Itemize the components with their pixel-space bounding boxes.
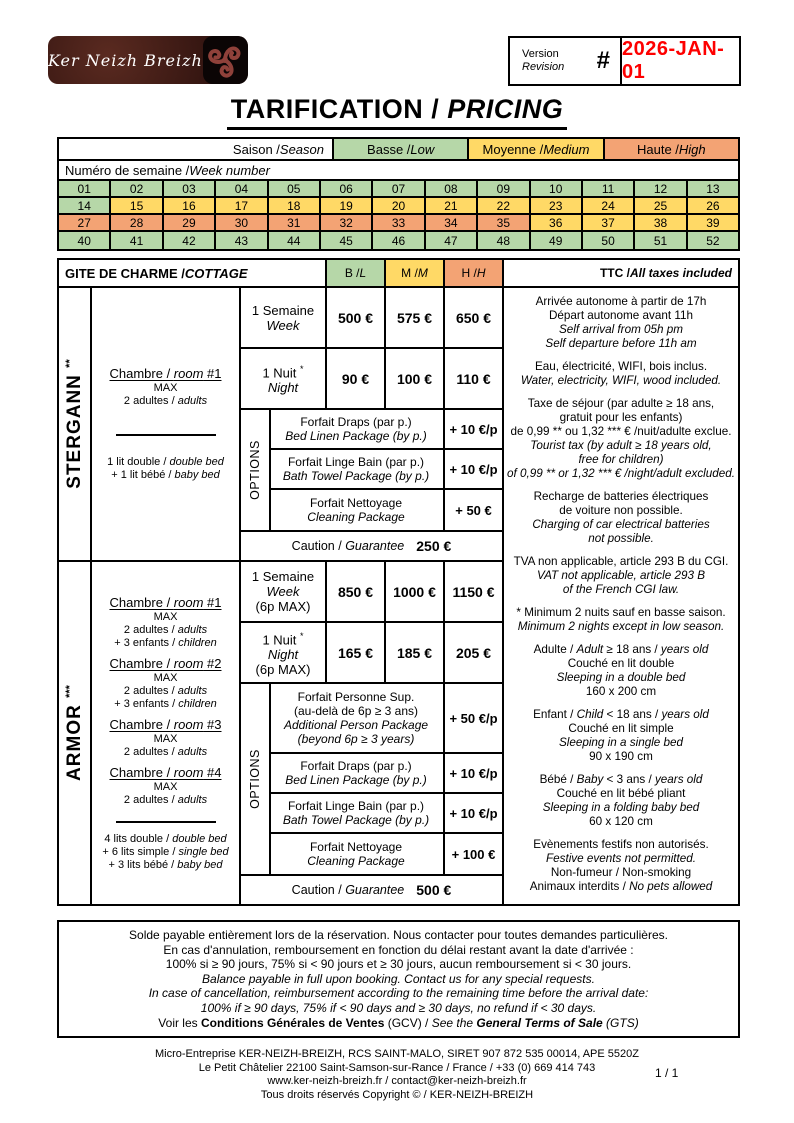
week-cell: 52 xyxy=(688,232,738,249)
armor-block xyxy=(59,562,502,904)
room-detail: + 3 lits bébé / baby bed xyxy=(108,858,223,871)
option-label-line: Forfait Draps (par p.) xyxy=(300,759,412,774)
stergann-block xyxy=(59,288,502,562)
terms-box xyxy=(57,920,740,1038)
room-detail: 4 lits double / double bed xyxy=(104,832,227,845)
triskelion-icon xyxy=(203,36,248,84)
week-cell: 43 xyxy=(216,232,268,249)
page-title: TARIFICATION / PRICING xyxy=(227,94,568,130)
option-price: + 10 €/p xyxy=(449,765,498,781)
week-cell: 41 xyxy=(111,232,163,249)
room-title: Chambre / room #1 xyxy=(109,594,222,610)
terms-line: Solde payable entièrement lors de la réservation. Nous contacter pour toutes demandes particulières. xyxy=(129,928,668,942)
options-strip xyxy=(241,684,271,874)
season-legend-row xyxy=(59,139,738,161)
caution-label: Caution / Guarantee xyxy=(291,539,405,554)
room-detail: MAX xyxy=(153,732,178,745)
week-cell: 24 xyxy=(583,198,635,213)
armor-label: ARMOR *** xyxy=(63,685,85,781)
option-label-line: Bath Towel Package (by p.) xyxy=(282,469,430,484)
conditions-line: Recharge de batteries électriques xyxy=(533,490,709,503)
week-cell: 39 xyxy=(688,215,738,230)
terms-line: Voir les Conditions Générales de Ventes (GCV) / See the General Terms of Sale (GTS) xyxy=(158,1015,639,1030)
stars: *** xyxy=(63,685,76,698)
conditions-line: Self departure before 11h am xyxy=(545,337,697,350)
option-label-line: Cleaning Package xyxy=(307,510,405,525)
week-cell: 46 xyxy=(373,232,425,249)
conditions-line: Eau, électricité, WIFI, bois inclus. xyxy=(534,360,708,373)
options-label: OPTIONS xyxy=(248,749,262,810)
option-label-line: Forfait Draps (par p.) xyxy=(300,415,412,430)
conditions-line: gratuit pour les enfants) xyxy=(559,411,683,424)
week-cell: 26 xyxy=(688,198,738,213)
room-detail: + 3 enfants / children xyxy=(114,697,217,710)
room-detail: MAX xyxy=(153,671,178,684)
conditions-line: Couché en lit bébé pliant xyxy=(556,787,686,800)
rate-label-line: 1 Nuit * xyxy=(262,364,304,381)
column-chip-low: B / L xyxy=(327,260,386,286)
options-strip xyxy=(241,410,271,530)
room-info-cell xyxy=(92,562,241,904)
week-cell: 44 xyxy=(269,232,321,249)
price-cell: 185 € xyxy=(386,623,445,682)
week-cell: 47 xyxy=(426,232,478,249)
page-number: 1 / 1 xyxy=(655,1066,679,1080)
cottage-title: GITE DE CHARME / COTTAGE xyxy=(59,260,327,286)
conditions-line: Adulte / Adult ≥ 18 ans / years old xyxy=(533,643,709,656)
option-row xyxy=(271,754,502,794)
week-cell: 37 xyxy=(583,215,635,230)
conditions-line: 60 x 120 cm xyxy=(589,815,653,828)
room-title: Chambre / room #1 xyxy=(109,366,222,381)
conditions-line: Animaux interdits / No pets allowed xyxy=(529,880,713,893)
terms-line: 100% si ≥ 90 jours, 75% si < 90 jours et ≥ 30 jours, aucun remboursement si < 30 jours. xyxy=(165,957,632,972)
conditions-line: free for children) xyxy=(578,453,664,466)
week-cell: 03 xyxy=(164,181,216,196)
option-price: + 50 € xyxy=(455,502,492,518)
caution-row xyxy=(241,532,502,560)
season-week-table xyxy=(57,137,740,251)
season-chip-high: Haute / High xyxy=(603,139,738,159)
conditions-paragraph xyxy=(506,397,736,481)
option-label xyxy=(271,754,445,792)
rate-row xyxy=(241,349,502,410)
rate-label-line: Night xyxy=(267,646,299,662)
conditions-line: Couché en lit double xyxy=(567,657,675,670)
caution-row xyxy=(241,876,502,904)
price-cell: 100 € xyxy=(386,349,445,408)
conditions-paragraph xyxy=(506,643,736,699)
option-label-line: (au-delà de 6p ≥ 3 ans) xyxy=(294,704,418,719)
company-logo xyxy=(48,36,248,84)
room-title: Chambre / room #3 xyxy=(109,716,222,732)
rate-label-line: Night xyxy=(267,380,299,396)
terms-line: Balance payable in full upon booking. Contact us for any special requests. xyxy=(202,971,595,986)
rate-row xyxy=(241,623,502,684)
conditions-line: Evènements festifs non autorisés. xyxy=(533,838,709,851)
option-label xyxy=(271,684,445,752)
week-cell: 13 xyxy=(688,181,738,196)
week-row xyxy=(59,198,738,215)
hash-symbol: # xyxy=(596,47,610,74)
stars: ** xyxy=(63,359,76,368)
rate-blocks xyxy=(59,288,504,904)
room-detail: 2 adultes / adults xyxy=(123,395,208,407)
room-detail: + 3 enfants / children xyxy=(114,636,217,649)
week-cell: 04 xyxy=(216,181,268,196)
option-rows xyxy=(271,684,502,874)
room-title: Chambre / room #2 xyxy=(109,655,222,671)
week-cell: 29 xyxy=(164,215,216,230)
rate-row xyxy=(241,288,502,349)
conditions-line: Water, electricity, WIFI, wood included. xyxy=(520,374,722,387)
conditions-line: Festive events not permitted. xyxy=(545,852,697,865)
conditions-paragraph xyxy=(506,773,736,829)
conditions-line: de 0,99 ** ou 1,32 *** € /nuit/adulte exclue. xyxy=(510,425,732,438)
option-label xyxy=(271,794,445,832)
conditions-line: Enfant / Child < 18 ans / years old xyxy=(533,708,709,721)
week-cell: 23 xyxy=(531,198,583,213)
room-info-cell xyxy=(92,288,241,560)
price-cell: 165 € xyxy=(327,623,386,682)
week-cell: 14 xyxy=(59,198,111,213)
week-cell: 18 xyxy=(269,198,321,213)
week-cell: 02 xyxy=(111,181,163,196)
option-label-line: Forfait Nettoyage xyxy=(309,840,403,855)
conditions-line: 90 x 190 cm xyxy=(589,750,653,763)
conditions-paragraph xyxy=(506,295,736,351)
options-section xyxy=(241,684,502,876)
conditions-line: Minimum 2 nights except in low season. xyxy=(517,620,725,633)
week-cell: 36 xyxy=(531,215,583,230)
conditions-line: of the French CGI law. xyxy=(562,583,680,596)
conditions-paragraph xyxy=(506,555,736,597)
conditions-line: Taxe de séjour (par adulte ≥ 18 ans, xyxy=(527,397,715,410)
option-row xyxy=(271,450,502,490)
conditions-line: Sleeping in a folding baby bed xyxy=(542,801,700,814)
pricing-area xyxy=(241,288,502,560)
option-label-line: Bed Linen Package (by p.) xyxy=(285,429,427,444)
version-value: 2026-JAN-01 xyxy=(622,38,725,83)
price-cell: 650 € xyxy=(455,309,492,326)
logo-text: Ker Neizh Breizh xyxy=(48,50,203,70)
option-row xyxy=(271,490,502,530)
week-cell: 21 xyxy=(426,198,478,213)
version-box xyxy=(508,36,741,86)
stergann-label-cell xyxy=(59,288,92,560)
price-cell: 500 € xyxy=(327,288,386,347)
option-row xyxy=(271,410,502,450)
option-price: + 100 € xyxy=(451,846,496,862)
ttc-label: TTC / All taxes included xyxy=(502,260,738,286)
week-cell: 06 xyxy=(321,181,373,196)
conditions-line: not possible. xyxy=(588,532,654,545)
week-cell: 27 xyxy=(59,215,111,230)
rate-row xyxy=(241,562,502,623)
conditions-paragraph xyxy=(506,838,736,894)
caution-price: 250 € xyxy=(416,538,452,555)
option-label-line: Bath Towel Package (by p.) xyxy=(282,813,430,828)
option-price: + 10 €/p xyxy=(449,805,498,821)
room-detail: MAX xyxy=(153,780,178,793)
option-label-line: Forfait Personne Sup. xyxy=(297,690,415,705)
room-detail: MAX xyxy=(153,382,178,394)
rate-label xyxy=(241,623,327,682)
week-cell: 45 xyxy=(321,232,373,249)
week-cell: 15 xyxy=(111,198,163,213)
option-label-line: Forfait Linge Bain (par p.) xyxy=(287,799,425,814)
conditions-line: VAT not applicable, article 293 B xyxy=(536,569,706,582)
room-detail: 2 adultes / adults xyxy=(123,623,208,636)
version-label: Version xyxy=(522,48,559,60)
week-cell: 40 xyxy=(59,232,111,249)
conditions-line: Arrivée autonome à partir de 17h xyxy=(535,295,707,308)
conditions-line: Couché en lit simple xyxy=(568,722,674,735)
option-label-line: Cleaning Package xyxy=(307,854,405,869)
option-label xyxy=(271,450,445,488)
caution-price: 500 € xyxy=(416,882,452,899)
armor-label-cell xyxy=(59,562,92,904)
conditions-line: * Minimum 2 nuits sauf en basse saison. xyxy=(516,606,726,619)
option-label-line: Additional Person Package xyxy=(283,718,429,733)
conditions-paragraph xyxy=(506,606,736,634)
week-cell: 38 xyxy=(635,215,687,230)
option-label-line: Bed Linen Package (by p.) xyxy=(285,773,427,788)
room-detail: 2 adultes / adults xyxy=(123,745,208,758)
price-cell: 1000 € xyxy=(386,562,445,621)
footer-line: Tous droits réservés Copyright © / KER-NEIZH-BREIZH xyxy=(260,1088,534,1101)
week-cell: 17 xyxy=(216,198,268,213)
conditions-line: Tourist tax (by adult ≥ 18 years old, xyxy=(530,439,712,452)
terms-line: En cas d'annulation, remboursement en fonction du délai restant avant la date d'arrivée : xyxy=(163,942,634,957)
option-price: + 10 €/p xyxy=(449,421,498,437)
week-cell: 19 xyxy=(321,198,373,213)
week-cell: 12 xyxy=(635,181,687,196)
rate-label-line: 1 Semaine xyxy=(251,302,315,318)
week-cell: 08 xyxy=(426,181,478,196)
week-cell: 22 xyxy=(478,198,530,213)
week-cell: 48 xyxy=(478,232,530,249)
week-cell: 11 xyxy=(583,181,635,196)
conditions-paragraph xyxy=(506,490,736,546)
week-row xyxy=(59,232,738,249)
conditions-panel xyxy=(504,288,738,904)
season-chip-medium: Moyenne / Medium xyxy=(467,139,602,159)
conditions-line: Non-fumeur / Non-smoking xyxy=(550,866,692,879)
rate-label-line: (6p MAX) xyxy=(255,599,311,615)
conditions-line: 160 x 200 cm xyxy=(585,685,657,698)
option-row xyxy=(271,834,502,874)
footer-line: www.ker-neizh-breizh.fr / contact@ker-neizh-breizh.fr xyxy=(267,1075,527,1087)
rate-label xyxy=(241,288,327,347)
caution-label: Caution / Guarantee xyxy=(291,883,405,898)
version-label-cell xyxy=(510,38,622,84)
week-cell: 09 xyxy=(478,181,530,196)
season-chip-low: Basse / Low xyxy=(332,139,467,159)
revision-label: Revision xyxy=(522,61,565,73)
option-price: + 50 €/p xyxy=(449,710,498,726)
column-chip-medium: M / M xyxy=(386,260,445,286)
price-cell: 205 € xyxy=(455,644,492,661)
option-rows xyxy=(271,410,502,530)
week-cell: 28 xyxy=(111,215,163,230)
week-cell: 20 xyxy=(373,198,425,213)
terms-line: 100% if ≥ 90 days, 75% if < 90 days and ≥ 30 days, no refund if < 30 days. xyxy=(200,1000,597,1015)
week-cell: 34 xyxy=(426,215,478,230)
conditions-line: Charging of car electrical batteries xyxy=(532,518,710,531)
season-label: Saison / Season xyxy=(232,141,324,157)
room-detail: MAX xyxy=(153,610,178,623)
options-label: OPTIONS xyxy=(248,440,262,501)
conditions-line: TVA non applicable, article 293 B du CGI. xyxy=(513,555,729,568)
option-row xyxy=(271,794,502,834)
cottage-table xyxy=(57,258,740,906)
room-detail: + 6 lits simple / single bed xyxy=(102,845,229,858)
rate-label xyxy=(241,349,327,408)
footer-line: Micro-Entreprise KER-NEIZH-BREIZH, RCS SAINT-MALO, SIRET 907 872 535 00014, APE 5520Z xyxy=(155,1048,639,1060)
conditions-paragraph xyxy=(506,360,736,388)
conditions-paragraph xyxy=(506,708,736,764)
week-number-caption: Numéro de semaine / Week number xyxy=(59,161,738,181)
room-title: Chambre / room #4 xyxy=(109,764,222,780)
week-cell: 35 xyxy=(478,215,530,230)
cottage-header-row xyxy=(59,260,738,288)
conditions-line: Self arrival from 05h pm xyxy=(558,323,684,336)
room-detail: + 1 lit bébé / baby bed xyxy=(111,469,220,481)
footer-line: Le Petit Châtelier 22100 Saint-Samson-sur-Rance / France / +33 (0) 669 414 743 xyxy=(198,1061,596,1074)
week-row xyxy=(59,181,738,198)
conditions-line: of 0,99 ** or 1,32 *** € /night/adult excluded. xyxy=(506,467,736,480)
rate-label-line: Week xyxy=(266,584,300,600)
week-cell: 25 xyxy=(635,198,687,213)
divider-line xyxy=(116,434,216,436)
week-cell: 16 xyxy=(164,198,216,213)
rate-label-line: 1 Semaine xyxy=(251,569,315,585)
rate-label-line: Week xyxy=(266,317,300,333)
option-label-line: (beyond 6p ≥ 3 years) xyxy=(297,732,415,747)
rate-label xyxy=(241,562,327,621)
terms-line: In case of cancellation, reimbursement according to the remaining time before the arrival date: xyxy=(148,986,649,1001)
room-detail: 2 adultes / adults xyxy=(123,793,208,806)
option-label-line: Forfait Linge Bain (par p.) xyxy=(287,455,425,470)
week-cell: 33 xyxy=(373,215,425,230)
rate-label-line: (6p MAX) xyxy=(255,661,311,677)
week-cell: 32 xyxy=(321,215,373,230)
rate-label-line: 1 Nuit * xyxy=(262,630,304,647)
week-cell: 10 xyxy=(531,181,583,196)
pricing-area xyxy=(241,562,502,904)
week-cell: 30 xyxy=(216,215,268,230)
price-cell: 110 € xyxy=(456,370,491,387)
price-cell: 1150 € xyxy=(452,583,495,600)
option-row xyxy=(271,684,502,754)
week-cell: 49 xyxy=(531,232,583,249)
conditions-line: Sleeping in a double bed xyxy=(556,671,686,684)
price-cell: 850 € xyxy=(327,562,386,621)
week-cell: 01 xyxy=(59,181,111,196)
stergann-label: STERGANN ** xyxy=(63,359,85,489)
week-cell: 31 xyxy=(269,215,321,230)
room-detail: 2 adultes / adults xyxy=(123,684,208,697)
divider-line xyxy=(116,821,216,823)
price-cell: 575 € xyxy=(386,288,445,347)
week-cell: 07 xyxy=(373,181,425,196)
options-section xyxy=(241,410,502,532)
room-detail: 1 lit double / double bed xyxy=(107,456,224,468)
conditions-line: Sleeping in a single bed xyxy=(558,736,684,749)
week-grid xyxy=(59,181,738,249)
week-cell: 05 xyxy=(269,181,321,196)
option-label xyxy=(271,490,445,530)
week-cell: 50 xyxy=(583,232,635,249)
price-cell: 90 € xyxy=(327,349,386,408)
conditions-line: Départ autonome avant 11h xyxy=(548,309,694,322)
week-cell: 51 xyxy=(635,232,687,249)
option-label xyxy=(271,410,445,448)
option-label-line: Forfait Nettoyage xyxy=(309,496,403,511)
column-chip-high: H / H xyxy=(445,260,502,286)
option-price: + 10 €/p xyxy=(449,461,498,477)
conditions-line: de voiture non possible. xyxy=(559,504,683,517)
option-label xyxy=(271,834,445,874)
week-cell: 42 xyxy=(164,232,216,249)
conditions-line: Bébé / Baby < 3 ans / years old xyxy=(539,773,703,786)
week-row xyxy=(59,215,738,232)
